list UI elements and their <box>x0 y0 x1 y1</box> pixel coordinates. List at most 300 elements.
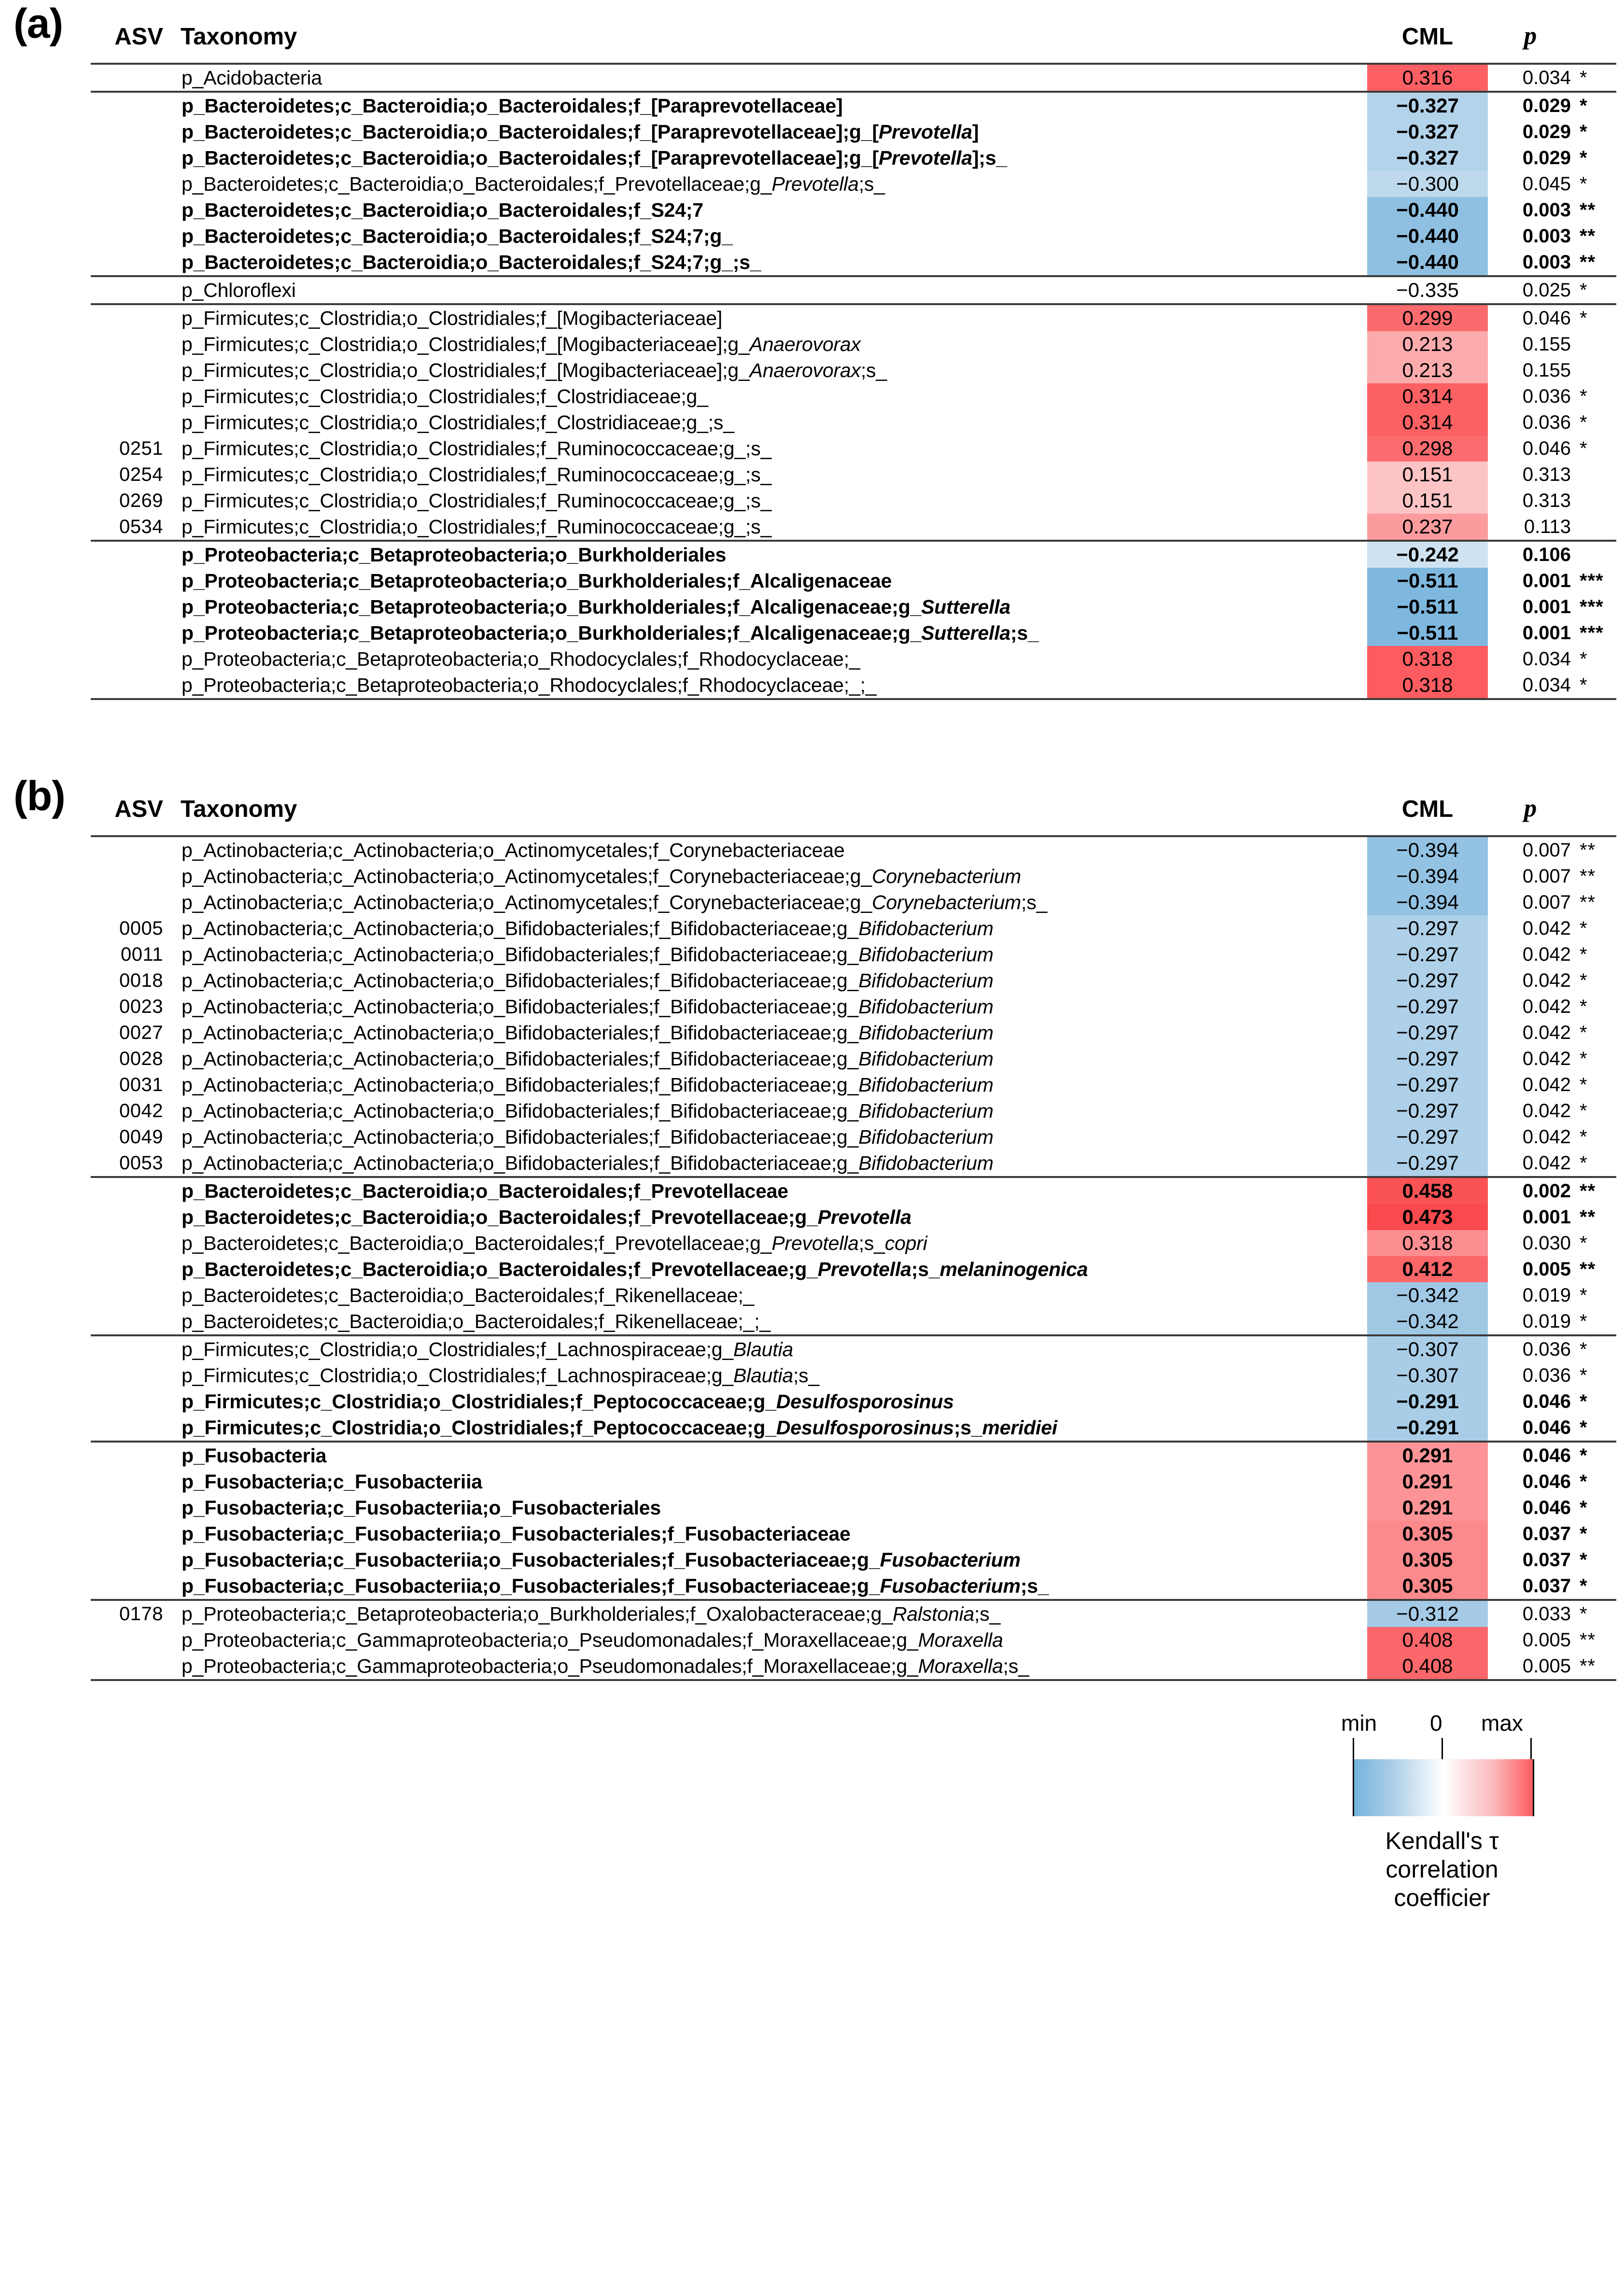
cell-p-value: 0.005 <box>1488 1653 1573 1680</box>
cell-cml-value: −0.242 <box>1367 541 1488 568</box>
cell-significance-stars: * <box>1580 970 1588 991</box>
cell-taxonomy: p_Actinobacteria;c_Actinobacteria;o_Bifidobacteriales;f_Bifidobacteriaceae;g_Bifidobacterium <box>182 1021 994 1044</box>
table-row <box>91 620 1616 646</box>
table-row <box>91 1335 1616 1362</box>
cell-asv <box>91 541 176 568</box>
cell-cml-value: 0.305 <box>1367 1573 1488 1600</box>
cell-asv <box>91 646 176 672</box>
cell-taxonomy: p_Fusobacteria;c_Fusobacteriia;o_Fusobacteriales <box>182 1496 661 1519</box>
cell-p-value: 0.037 <box>1522 1523 1571 1544</box>
cell-asv: 0023 <box>119 996 163 1017</box>
cell-significance-stars: ** <box>1573 1177 1616 1204</box>
table-row <box>91 915 1616 941</box>
cell-p-value: 0.029 <box>1522 147 1571 168</box>
cell-asv <box>91 1308 176 1335</box>
cell-asv <box>91 672 176 699</box>
cell-p-value: 0.042 <box>1522 918 1571 939</box>
cell-p-value: 0.042 <box>1522 944 1571 965</box>
table-row <box>91 568 1616 594</box>
cell-cml-value: 0.318 <box>1367 1230 1488 1256</box>
correlation-table-panel-b <box>91 794 1616 1681</box>
cell-cml-value: −0.297 <box>1367 1046 1488 1072</box>
cell-taxonomy: p_Bacteroidetes;c_Bacteroidia;o_Bacteroidales;f_Rikenellaceae;_ <box>182 1284 755 1306</box>
cell-asv <box>91 1388 176 1415</box>
cell-p-value: 0.113 <box>1524 516 1571 537</box>
legend-tick-min <box>1353 1738 1354 1759</box>
cell-cml-value: 0.314 <box>1367 409 1488 435</box>
cell-significance-stars: * <box>1580 1391 1588 1412</box>
cell-cml-value: −0.394 <box>1367 863 1488 889</box>
cell-p-value: 0.155 <box>1522 334 1571 355</box>
table-row <box>91 223 1616 249</box>
cell-significance-stars: * <box>1580 1285 1588 1306</box>
table-row <box>91 1627 1616 1653</box>
cell-asv: 0534 <box>119 516 163 537</box>
cell-cml-value: −0.291 <box>1367 1388 1488 1415</box>
table-row <box>91 1495 1616 1521</box>
cell-asv <box>91 594 176 620</box>
cell-cml-value: −0.297 <box>1367 941 1488 967</box>
cell-significance-stars: ** <box>1580 252 1596 273</box>
cell-significance-stars: * <box>1580 1048 1588 1069</box>
cell-asv <box>91 1415 176 1442</box>
cell-p-value: 0.046 <box>1488 1442 1573 1469</box>
panel-b-label: (b) <box>14 773 65 819</box>
cell-taxonomy: p_Bacteroidetes;c_Bacteroidia;o_Bacteroidales;f_S24;7 <box>182 198 703 221</box>
cell-significance-stars: * <box>1580 438 1588 459</box>
table-row <box>91 64 1616 92</box>
cell-significance-stars: * <box>1580 1497 1588 1518</box>
cell-cml-value: 0.151 <box>1367 462 1488 488</box>
cell-p-value: 0.025 <box>1488 276 1573 304</box>
cell-cml-value: 0.299 <box>1367 304 1488 331</box>
cell-significance-stars: * <box>1573 1335 1616 1362</box>
table-row <box>91 646 1616 672</box>
legend-tick-labels <box>1341 1710 1568 1737</box>
table-row <box>91 836 1616 863</box>
cell-asv: 0254 <box>119 464 163 485</box>
cell-cml-value: −0.327 <box>1367 145 1488 171</box>
cell-significance-stars: * <box>1573 276 1616 304</box>
cell-taxonomy: p_Fusobacteria;c_Fusobacteriia;o_Fusobacteriales;f_Fusobacteriaceae <box>182 1522 851 1545</box>
cell-p-value: 0.005 <box>1522 1629 1571 1651</box>
cell-taxonomy: p_Bacteroidetes;c_Bacteroidia;o_Bacteroidales;f_Prevotellaceae;g_Prevotella <box>182 1205 911 1228</box>
cell-asv <box>91 409 176 435</box>
cell-cml-value: 0.473 <box>1367 1204 1488 1230</box>
cell-taxonomy: p_Actinobacteria;c_Actinobacteria;o_Bifidobacteriales;f_Bifidobacteriaceae;g_Bifidobacterium <box>182 1073 994 1096</box>
cell-asv: 0027 <box>119 1022 163 1043</box>
table-row <box>91 249 1616 276</box>
cell-significance-stars: * <box>1580 1126 1588 1148</box>
cell-significance-stars: * <box>1573 1600 1616 1627</box>
cell-asv: 0178 <box>91 1600 176 1627</box>
table-body-panel-a <box>91 64 1616 699</box>
cell-taxonomy: p_Firmicutes;c_Clostridia;o_Clostridiales;f_Ruminococcaceae;g_;s_ <box>182 489 772 512</box>
cell-significance-stars: * <box>1580 1152 1588 1174</box>
cell-asv <box>91 383 176 409</box>
cell-taxonomy: p_Proteobacteria;c_Betaproteobacteria;o_Burkholderiales;f_Oxalobacteraceae;g_Ralstonia;s_ <box>176 1600 1367 1627</box>
table-row <box>91 1308 1616 1335</box>
legend-tick-zero <box>1442 1738 1443 1759</box>
cell-cml-value: −0.297 <box>1367 1150 1488 1177</box>
cell-taxonomy: p_Firmicutes;c_Clostridia;o_Clostridiales;f_Clostridiaceae;g_;s_ <box>182 411 734 434</box>
table-row <box>91 488 1616 514</box>
cell-asv <box>91 1230 176 1256</box>
cell-p-value: 0.033 <box>1488 1600 1573 1627</box>
cell-significance-stars <box>1573 462 1616 488</box>
cell-cml-value: −0.327 <box>1367 119 1488 145</box>
cell-significance-stars <box>1573 488 1616 514</box>
cell-cml-value: −0.297 <box>1367 1072 1488 1098</box>
cell-p-value: 0.042 <box>1522 1022 1571 1043</box>
cell-significance-stars: * <box>1580 412 1588 433</box>
cell-significance-stars: ** <box>1580 1259 1596 1280</box>
cell-p-value: 0.313 <box>1522 490 1571 511</box>
cell-taxonomy: p_Bacteroidetes;c_Bacteroidia;o_Bacteroidales;f_[Paraprevotellaceae] <box>176 92 1367 119</box>
cell-cml-value: −0.440 <box>1367 223 1488 249</box>
cell-cml-value: 0.305 <box>1367 1547 1488 1573</box>
cell-cml-value: 0.408 <box>1367 1627 1488 1653</box>
cell-taxonomy: p_Fusobacteria;c_Fusobacteriia <box>182 1470 482 1493</box>
cell-significance-stars: * <box>1580 996 1588 1017</box>
cell-cml-value: −0.440 <box>1367 197 1488 223</box>
cell-significance-stars <box>1573 541 1616 568</box>
column-header-significance <box>1573 794 1616 836</box>
cell-cml-value: −0.335 <box>1367 276 1488 304</box>
cell-taxonomy: p_Proteobacteria;c_Gammaproteobacteria;o_Pseudomonadales;f_Moraxellaceae;g_Moraxella;s_ <box>176 1653 1367 1680</box>
cell-cml-value: −0.297 <box>1367 1020 1488 1046</box>
cell-cml-value: −0.394 <box>1367 889 1488 915</box>
cell-cml-value: −0.291 <box>1367 1415 1488 1442</box>
cell-p-value: 0.042 <box>1522 1048 1571 1069</box>
cell-significance-stars: * <box>1573 92 1616 119</box>
cell-taxonomy: p_Actinobacteria;c_Actinobacteria;o_Bifidobacteriales;f_Bifidobacteriaceae;g_Bifidobacterium <box>182 969 994 992</box>
cell-asv <box>91 223 176 249</box>
cell-cml-value: −0.307 <box>1367 1362 1488 1388</box>
cell-asv <box>91 197 176 223</box>
cell-p-value: 0.034 <box>1488 672 1573 699</box>
cell-p-value: 0.003 <box>1522 225 1571 247</box>
cell-cml-value: −0.312 <box>1367 1600 1488 1627</box>
cell-asv <box>91 1362 176 1388</box>
cell-asv: 0053 <box>119 1152 163 1174</box>
cell-p-value: 0.019 <box>1522 1311 1571 1332</box>
table-row <box>91 276 1616 304</box>
table-row <box>91 1150 1616 1177</box>
cell-p-value: 0.030 <box>1522 1233 1571 1254</box>
table-row <box>91 863 1616 889</box>
table-row <box>91 1072 1616 1098</box>
cell-taxonomy: p_Fusobacteria;c_Fusobacteriia;o_Fusobacteriales;f_Fusobacteriaceae;g_Fusobacterium <box>182 1548 1021 1571</box>
cell-significance-stars: * <box>1580 1074 1588 1095</box>
cell-p-value: 0.042 <box>1522 1100 1571 1121</box>
table-row <box>91 594 1616 620</box>
column-header-taxonomy: Taxonomy <box>181 796 297 822</box>
correlation-table-panel-a <box>91 21 1616 700</box>
table-row <box>91 357 1616 383</box>
cell-asv <box>91 620 176 646</box>
table-header-row <box>91 794 1616 836</box>
cell-cml-value: −0.297 <box>1367 967 1488 994</box>
cell-significance-stars: ** <box>1580 892 1596 913</box>
cell-cml-value: 0.412 <box>1367 1256 1488 1282</box>
cell-significance-stars: * <box>1580 1311 1588 1332</box>
column-header-taxonomy: Taxonomy <box>181 24 297 50</box>
cell-taxonomy: p_Bacteroidetes;c_Bacteroidia;o_Bacteroidales;f_Prevotellaceae <box>176 1177 1367 1204</box>
cell-asv <box>91 1573 176 1600</box>
cell-p-value: 0.003 <box>1522 252 1571 273</box>
cell-significance-stars: * <box>1573 672 1616 699</box>
cell-significance-stars <box>1573 514 1616 541</box>
cell-taxonomy: p_Firmicutes;c_Clostridia;o_Clostridiales;f_Ruminococcaceae;g_;s_ <box>182 437 772 460</box>
cell-p-value: 0.007 <box>1488 836 1573 863</box>
cell-cml-value: −0.307 <box>1367 1335 1488 1362</box>
cell-asv <box>91 568 176 594</box>
cell-p-value: 0.046 <box>1522 1417 1571 1438</box>
cell-asv: 0251 <box>119 438 163 459</box>
cell-significance-stars: * <box>1580 147 1588 168</box>
cell-asv: 0005 <box>119 918 163 939</box>
cell-significance-stars: *** <box>1580 622 1604 644</box>
cell-cml-value: 0.318 <box>1367 672 1488 699</box>
cell-significance-stars: ** <box>1573 1653 1616 1680</box>
cell-asv <box>91 1627 176 1653</box>
cell-p-value: 0.036 <box>1522 386 1571 407</box>
cell-p-value: 0.046 <box>1522 438 1571 459</box>
table-body-panel-b <box>91 836 1616 1680</box>
cell-p-value: 0.037 <box>1522 1549 1571 1570</box>
cell-significance-stars <box>1573 357 1616 383</box>
cell-taxonomy: p_Actinobacteria;c_Actinobacteria;o_Actinomycetales;f_Corynebacteriaceae;g_Corynebacterium <box>182 865 1022 887</box>
cell-p-value: 0.036 <box>1522 412 1571 433</box>
cell-asv <box>91 304 176 331</box>
cell-p-value: 0.001 <box>1522 596 1571 617</box>
column-header-asv: ASV <box>114 24 163 50</box>
cell-taxonomy: p_Proteobacteria;c_Betaproteobacteria;o_Rhodocyclales;f_Rhodocyclaceae;_ <box>182 647 860 670</box>
cell-taxonomy: p_Actinobacteria;c_Actinobacteria;o_Bifidobacteriales;f_Bifidobacteriaceae;g_Bifidobacterium <box>182 995 994 1018</box>
cell-asv: 0011 <box>120 944 163 965</box>
legend-caption <box>1341 1827 1543 1912</box>
cell-p-value: 0.029 <box>1488 92 1573 119</box>
cell-p-value: 0.046 <box>1522 1391 1571 1412</box>
column-header-pvalue: p <box>1524 22 1537 50</box>
cell-taxonomy: p_Bacteroidetes;c_Bacteroidia;o_Bacteroidales;f_S24;7;g_ <box>182 224 733 247</box>
cell-asv: 0269 <box>119 490 163 511</box>
cell-significance-stars: * <box>1580 1575 1588 1597</box>
cell-significance-stars: * <box>1580 1523 1588 1544</box>
cell-taxonomy: p_Firmicutes;c_Clostridia;o_Clostridiales;f_Peptococcaceae;g_Desulfosporosinus;s_meridiei <box>182 1416 1058 1439</box>
cell-taxonomy: p_Actinobacteria;c_Actinobacteria;o_Actinomycetales;f_Corynebacteriaceae <box>176 836 1367 863</box>
cell-p-value: 0.001 <box>1522 1206 1571 1228</box>
legend-caption-line1: Kendall's τ <box>1385 1827 1499 1854</box>
cell-significance-stars: * <box>1580 173 1588 195</box>
cell-significance-stars: * <box>1580 121 1588 142</box>
cell-taxonomy: p_Acidobacteria <box>176 64 1367 92</box>
cell-p-value: 0.046 <box>1522 1497 1571 1518</box>
cell-p-value: 0.005 <box>1522 1259 1571 1280</box>
cell-p-value: 0.002 <box>1488 1177 1573 1204</box>
cell-significance-stars: ** <box>1580 225 1596 247</box>
cell-asv <box>91 171 176 197</box>
legend-label-min: min <box>1341 1710 1377 1736</box>
legend-label-zero: 0 <box>1430 1710 1442 1736</box>
table-row <box>91 331 1616 357</box>
table-row <box>91 672 1616 699</box>
column-header-cml: CML <box>1401 24 1454 50</box>
table-row <box>91 1256 1616 1282</box>
cell-asv <box>91 64 176 92</box>
cell-asv <box>91 1204 176 1230</box>
cell-p-value: 0.007 <box>1522 866 1571 887</box>
cell-asv <box>91 1177 176 1204</box>
cell-significance-stars: * <box>1573 64 1616 92</box>
cell-cml-value: 0.291 <box>1367 1469 1488 1495</box>
cell-asv <box>91 145 176 171</box>
cell-significance-stars: ** <box>1580 199 1596 221</box>
table-row <box>91 1415 1616 1442</box>
cell-asv <box>91 889 176 915</box>
cell-significance-stars: * <box>1580 386 1588 407</box>
cell-asv <box>91 1282 176 1308</box>
cell-asv: 0049 <box>119 1126 163 1148</box>
cell-taxonomy: p_Firmicutes;c_Clostridia;o_Clostridiales;f_Clostridiaceae;g_ <box>182 385 708 407</box>
cell-asv: 0031 <box>119 1074 163 1095</box>
cell-cml-value: −0.297 <box>1367 1124 1488 1150</box>
table-row <box>91 941 1616 967</box>
table-row <box>91 1573 1616 1600</box>
table-row <box>91 541 1616 568</box>
cell-p-value: 0.046 <box>1522 1471 1571 1492</box>
cell-cml-value: −0.342 <box>1367 1308 1488 1335</box>
cell-asv <box>91 836 176 863</box>
cell-cml-value: 0.408 <box>1367 1653 1488 1680</box>
cell-cml-value: −0.297 <box>1367 1098 1488 1124</box>
cell-taxonomy: p_Actinobacteria;c_Actinobacteria;o_Bifidobacteriales;f_Bifidobacteriaceae;g_Bifidobacterium <box>182 1099 994 1122</box>
cell-taxonomy: p_Firmicutes;c_Clostridia;o_Clostridiales;f_[Mogibacteriaceae] <box>176 304 1367 331</box>
cell-significance-stars: * <box>1573 1442 1616 1469</box>
table-row <box>91 1362 1616 1388</box>
cell-significance-stars: * <box>1580 944 1588 965</box>
cell-taxonomy: p_Bacteroidetes;c_Bacteroidia;o_Bacteroidales;f_[Paraprevotellaceae];g_[Prevotella] <box>182 120 979 143</box>
cell-taxonomy: p_Bacteroidetes;c_Bacteroidia;o_Bacteroidales;f_Prevotellaceae;g_Prevotella;s_copri <box>182 1232 927 1254</box>
table-row <box>91 514 1616 541</box>
cell-asv: 0028 <box>119 1048 163 1069</box>
cell-asv <box>91 1547 176 1573</box>
table-row <box>91 1204 1616 1230</box>
cell-asv <box>91 1256 176 1282</box>
cell-p-value: 0.001 <box>1522 570 1571 591</box>
cell-significance-stars: ** <box>1580 1206 1596 1228</box>
cell-taxonomy: p_Bacteroidetes;c_Bacteroidia;o_Bacteroidales;f_Rikenellaceae;_;_ <box>182 1310 771 1332</box>
table-row <box>91 889 1616 915</box>
table-row <box>91 1388 1616 1415</box>
column-header-cml: CML <box>1401 796 1454 822</box>
legend-tick-marks <box>1341 1738 1568 1759</box>
cell-taxonomy: p_Firmicutes;c_Clostridia;o_Clostridiales;f_Lachnospiraceae;g_Blautia;s_ <box>182 1364 820 1387</box>
cell-taxonomy: p_Actinobacteria;c_Actinobacteria;o_Bifidobacteriales;f_Bifidobacteriaceae;g_Bifidobacterium <box>182 943 994 966</box>
table-row <box>91 383 1616 409</box>
cell-p-value: 0.042 <box>1522 1126 1571 1148</box>
cell-significance-stars: * <box>1580 1365 1588 1386</box>
cell-taxonomy: p_Proteobacteria;c_Betaproteobacteria;o_Burkholderiales;f_Alcaligenaceae;g_Sutterella;s_ <box>182 621 1039 644</box>
cell-taxonomy: p_Firmicutes;c_Clostridia;o_Clostridiales;f_Peptococcaceae;g_Desulfosporosinus <box>182 1390 954 1413</box>
cell-cml-value: −0.511 <box>1367 620 1488 646</box>
cell-asv <box>91 1495 176 1521</box>
cell-p-value: 0.036 <box>1488 1335 1573 1362</box>
cell-taxonomy: p_Actinobacteria;c_Actinobacteria;o_Bifidobacteriales;f_Bifidobacteriaceae;g_Bifidobacterium <box>182 917 994 939</box>
cell-asv <box>91 119 176 145</box>
legend-tick-max <box>1530 1738 1532 1759</box>
cell-cml-value: 0.314 <box>1367 383 1488 409</box>
cell-taxonomy: p_Proteobacteria;c_Betaproteobacteria;o_Burkholderiales;f_Alcaligenaceae;g_Sutterella <box>182 595 1010 618</box>
table-row <box>91 304 1616 331</box>
table-row <box>91 171 1616 197</box>
legend-caption-line2: correlation coefficier <box>1386 1856 1498 1911</box>
cell-taxonomy: p_Firmicutes;c_Clostridia;o_Clostridiales;f_[Mogibacteriaceae];g_Anaerovorax <box>182 333 861 355</box>
cell-p-value: 0.029 <box>1522 121 1571 142</box>
cell-taxonomy: p_Actinobacteria;c_Actinobacteria;o_Bifidobacteriales;f_Bifidobacteriaceae;g_Bifidobacterium <box>182 1047 994 1070</box>
cell-cml-value: 0.298 <box>1367 435 1488 462</box>
cell-p-value: 0.045 <box>1522 173 1571 195</box>
table-row <box>91 1177 1616 1204</box>
cell-p-value: 0.155 <box>1522 360 1571 381</box>
cell-significance-stars: * <box>1580 1471 1588 1492</box>
cell-taxonomy: p_Proteobacteria;c_Betaproteobacteria;o_Rhodocyclales;f_Rhodocyclaceae;_;_ <box>176 672 1367 699</box>
cell-taxonomy: p_Actinobacteria;c_Actinobacteria;o_Bifidobacteriales;f_Bifidobacteriaceae;g_Bifidobacterium <box>182 1151 994 1174</box>
cell-cml-value: −0.300 <box>1367 171 1488 197</box>
cell-significance-stars: ** <box>1573 836 1616 863</box>
cell-asv <box>91 357 176 383</box>
cell-cml-value: −0.327 <box>1367 92 1488 119</box>
cell-significance-stars: ** <box>1580 866 1596 887</box>
table-row <box>91 1124 1616 1150</box>
cell-taxonomy: p_Proteobacteria;c_Gammaproteobacteria;o_Pseudomonadales;f_Moraxellaceae;g_Moraxella <box>182 1628 1003 1651</box>
cell-significance-stars: * <box>1580 1233 1588 1254</box>
cell-asv <box>91 1442 176 1469</box>
color-scale-legend <box>1341 1710 1568 1912</box>
cell-taxonomy: p_Firmicutes;c_Clostridia;o_Clostridiales;f_Ruminococcaceae;g_;s_ <box>182 515 772 538</box>
cell-asv <box>91 863 176 889</box>
cell-taxonomy: p_Fusobacteria;c_Fusobacteriia;o_Fusobacteriales;f_Fusobacteriaceae;g_Fusobacterium;s_ <box>182 1574 1049 1597</box>
legend-color-gradient-bar <box>1353 1759 1534 1816</box>
cell-asv <box>91 1335 176 1362</box>
cell-asv <box>91 249 176 276</box>
cell-significance-stars: * <box>1573 304 1616 331</box>
table-row <box>91 1469 1616 1495</box>
cell-asv: 0018 <box>119 970 163 991</box>
panel-a-label: (a) <box>14 0 63 47</box>
cell-cml-value: 0.291 <box>1367 1495 1488 1521</box>
table-row <box>91 119 1616 145</box>
cell-p-value: 0.106 <box>1488 541 1573 568</box>
table-row <box>91 1653 1616 1680</box>
cell-taxonomy: p_Firmicutes;c_Clostridia;o_Clostridiales;f_Lachnospiraceae;g_Blautia <box>176 1335 1367 1362</box>
cell-p-value: 0.019 <box>1522 1285 1571 1306</box>
cell-asv <box>91 276 176 304</box>
cell-p-value: 0.042 <box>1522 996 1571 1017</box>
cell-taxonomy: p_Bacteroidetes;c_Bacteroidia;o_Bacteroidales;f_Prevotellaceae;g_Prevotella;s_ <box>182 172 885 195</box>
cell-p-value: 0.034 <box>1522 648 1571 670</box>
cell-significance-stars: *** <box>1580 596 1604 617</box>
cell-p-value: 0.313 <box>1522 464 1571 485</box>
table-row <box>91 1282 1616 1308</box>
table-row <box>91 1600 1616 1627</box>
cell-significance-stars: * <box>1580 918 1588 939</box>
table-row <box>91 409 1616 435</box>
cell-cml-value: −0.511 <box>1367 568 1488 594</box>
cell-p-value: 0.001 <box>1522 622 1571 644</box>
cell-p-value: 0.034 <box>1488 64 1573 92</box>
